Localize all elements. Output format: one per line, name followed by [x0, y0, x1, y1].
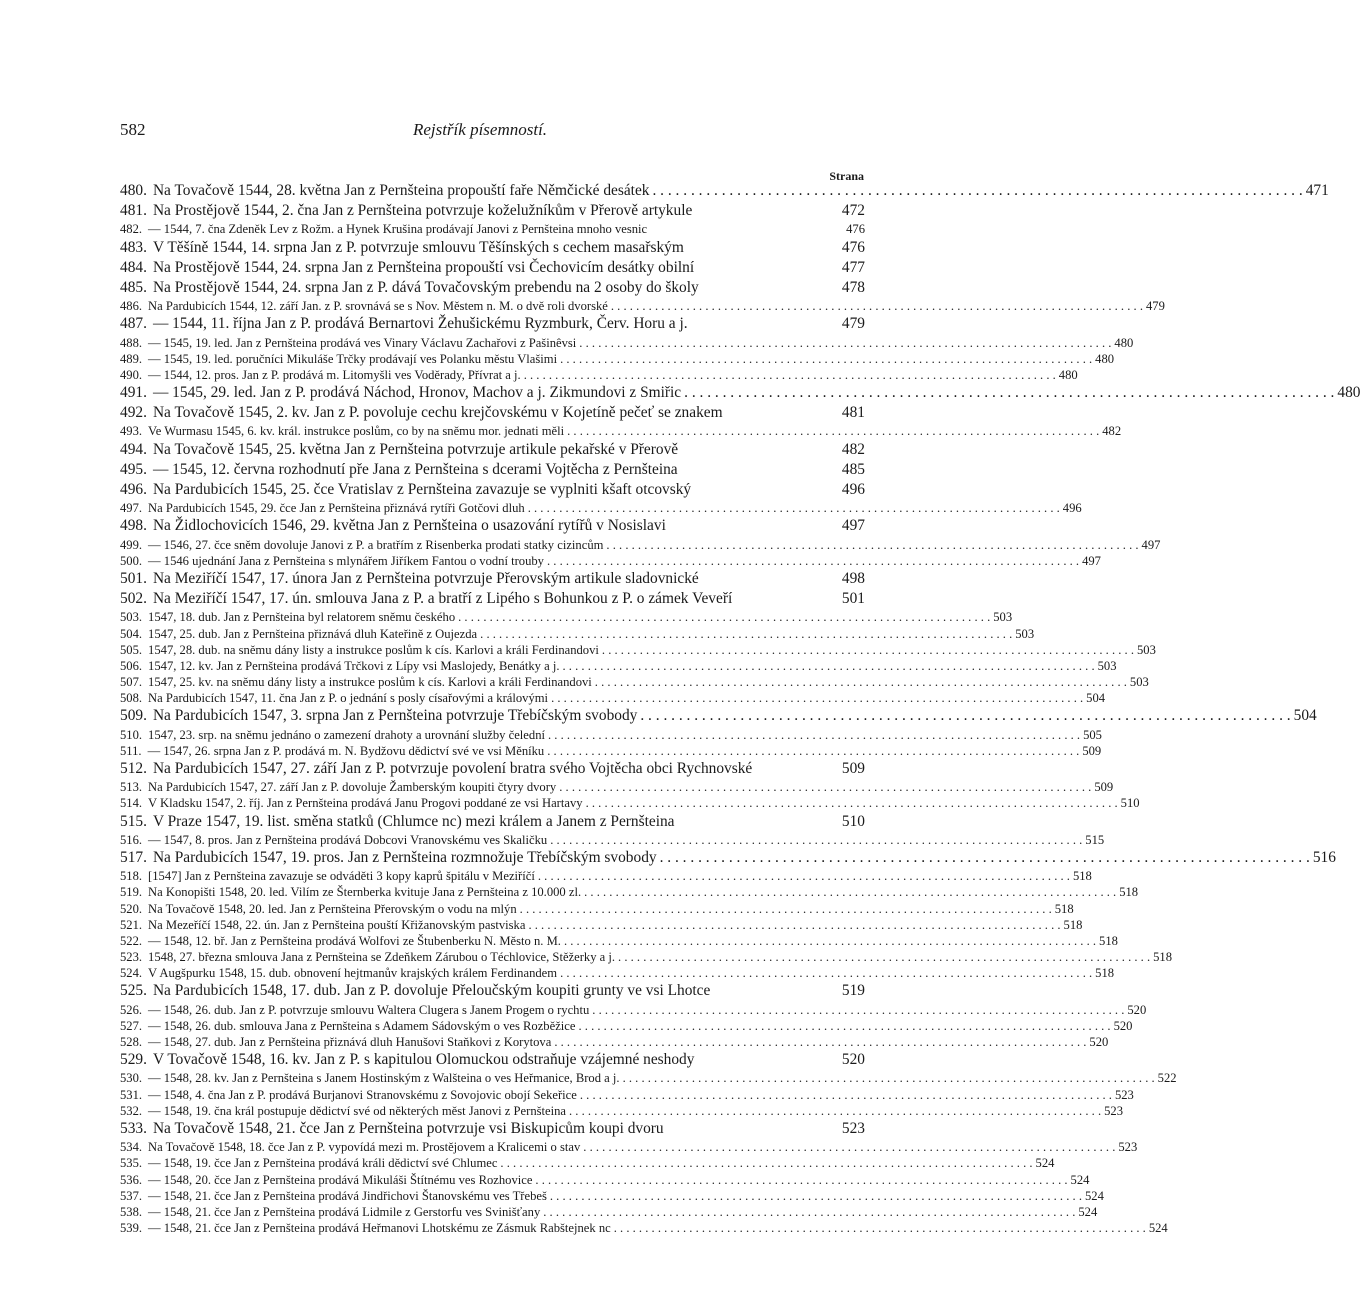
register-entry: [120, 222, 865, 238]
entry-page-number: 476: [846, 222, 865, 237]
entry-page-number: 523: [1118, 1140, 1138, 1155]
entry-description: Na Pardubicích 1547, 11. čna Jan z P. o jednání s posly císařovými a královými: [148, 691, 549, 706]
entry-number: 537.: [120, 1188, 143, 1203]
register-entry: [120, 743, 1102, 760]
entry-leader-dots: [606, 538, 1138, 553]
entry-number: 490.: [120, 367, 143, 382]
entry-leader-dots: [579, 336, 1111, 351]
register-entry: [120, 610, 1013, 626]
register-entry: [120, 367, 1078, 384]
entry-page-number: 524: [1035, 1156, 1055, 1171]
entry-description: Na Pardubicích 1547, 19. pros. Jan z Pernšteina rozmnožuje Třebíčským svobody: [152, 848, 657, 866]
entry-page-number: 479: [841, 315, 865, 333]
entry-number: 484.: [120, 258, 147, 276]
entry-leader-dots: [586, 796, 1118, 811]
entry-number: 491.: [120, 384, 147, 402]
entry-description: 1547, 23. srp. na sněmu jednáno o zamezení drahoty a urovnání služby čelední: [148, 727, 545, 742]
entry-leader-dots: [560, 966, 1092, 981]
entry-number: 483.: [120, 238, 147, 256]
entry-number: 494.: [120, 440, 147, 458]
entry-page-number: 497: [1082, 553, 1101, 568]
entry-description: Na Tovačově 1548, 21. čce Jan z Pernšteina potvrzuje vsi Biskupicům koupi dvoru: [152, 1119, 664, 1137]
entry-number: 480.: [120, 182, 147, 199]
entry-description: V Praze 1547, 19. list. směna statků (Chlumce nc) mezi králem a Janem z Pernšteina: [152, 812, 675, 830]
entry-number: 523.: [120, 950, 143, 965]
entry-number: 539.: [120, 1221, 143, 1236]
entry-leader-dots: [563, 659, 1095, 674]
register-entry: [120, 901, 1074, 918]
entry-number: 521.: [120, 917, 143, 932]
entry-page-number: 480: [1337, 384, 1360, 402]
entry-description: V Tovačově 1548, 16. kv. Jan z P. s kapitulou Olomuckou odstraňuje vzájemné neshody: [152, 1051, 695, 1069]
entry-leader-dots: [580, 1088, 1112, 1103]
register-entry: [120, 848, 1336, 869]
entry-page-number: 482: [1102, 424, 1122, 439]
entry-number: 532.: [120, 1103, 143, 1118]
entry-description: Na Tovačově 1545, 25. května Jan z Pernšteina potvrzuje artikule pekařské v Přerově: [152, 440, 679, 458]
entry-leader-dots: [611, 299, 1143, 314]
entry-number: 497.: [120, 501, 143, 516]
register-entry: [120, 202, 865, 222]
entry-leader-dots: [524, 368, 1056, 383]
entry-page-number: 523: [1114, 1087, 1134, 1102]
entry-leader-dots: [547, 554, 1079, 569]
entry-page-number: 523: [1104, 1103, 1123, 1118]
entry-number: 487.: [120, 315, 147, 333]
entry-leader-dots: [614, 1221, 1146, 1236]
entry-page-number: 518: [1153, 950, 1173, 965]
register-entry: [120, 501, 1082, 517]
entry-number: 538.: [120, 1204, 143, 1219]
entry-description: 1548, 27. března smlouva Jana z Pernšteina se Zdeňkem Zárubou o Téchlovice, Stěžerky a j.: [148, 950, 616, 965]
register-entry: [120, 869, 1092, 885]
entry-number: 489.: [120, 351, 143, 366]
register-entry: [120, 1087, 1134, 1104]
entry-leader-dots: [584, 885, 1116, 900]
entry-number: 527.: [120, 1018, 143, 1033]
register-entry: [120, 517, 865, 537]
entry-description: — 1548, 26. dub. Jan z P. potvrzuje smlouvu Waltera Clugera s Janem Progem o rychtu: [148, 1002, 590, 1017]
entry-number: 536.: [120, 1172, 143, 1187]
entry-description: — 1547, 8. pros. Jan z Pernšteina prodává Dobcovi Vranovskému ves Skaličku: [148, 832, 548, 847]
entry-description: Na Pardubicích 1545, 25. čce Vratislav z Pernšteina zavazuje se vyplniti kšaft otcovský: [152, 481, 692, 498]
entry-page-number: 524: [1078, 1204, 1098, 1219]
entry-leader-dots: [554, 1035, 1086, 1050]
register-entry: [120, 1018, 1133, 1035]
register-entry: [120, 441, 865, 461]
entry-leader-dots: [550, 1189, 1082, 1204]
entry-page-number: 522: [1157, 1071, 1177, 1086]
entry-number: 534.: [120, 1140, 143, 1155]
register-entry: [120, 626, 1035, 643]
entry-page-number: 519: [841, 982, 865, 1000]
register-entry: [120, 642, 1156, 659]
entry-leader-dots: [528, 918, 1060, 933]
entry-page-number: 510: [841, 812, 865, 830]
entry-description: Na Pardubicích 1547, 27. září Jan z P. potvrzuje povolení bratra svého Vojtěcha obci Rychnovské: [152, 760, 753, 777]
register-entry: [120, 404, 865, 424]
register-entry: [120, 279, 865, 299]
entry-leader-dots: [595, 675, 1127, 690]
entry-page-number: 496: [1062, 501, 1082, 516]
entry-description: [1547] Jan z Pernšteina zavazuje se odváděti 3 kopy kaprů špitálu v Meziříčí: [148, 869, 535, 884]
entry-description: — 1544, 12. pros. Jan z P. prodává m. Litomyšli ves Voděrady, Přívrat a j.: [148, 367, 521, 382]
register-entry: [120, 966, 1115, 982]
entry-number: 535.: [120, 1156, 143, 1171]
entry-number: 508.: [120, 691, 143, 706]
register-entry: [120, 1156, 1055, 1172]
entry-description: Na Tovačově 1548, 18. čce Jan z P. vypovídá mezi m. Prostějovem a Kralicemi o stav: [148, 1140, 581, 1155]
entry-description: 1547, 25. kv. na sněmu dány listy a instrukce poslům k cís. Karlovi a králi Ferdinandovi: [148, 675, 592, 690]
entry-number: 496.: [120, 481, 147, 498]
register-entry: [120, 1120, 865, 1140]
entry-page-number: 524: [1084, 1188, 1104, 1203]
entry-leader-dots: [543, 1205, 1075, 1220]
entry-page-number: 520: [841, 1051, 865, 1069]
entry-page-number: 501: [841, 590, 865, 608]
entry-number: 499.: [120, 537, 143, 552]
entry-description: Na Pardubicích 1545, 29. čce Jan z Pernšteina přiznává rytíři Gotčovi dluh: [148, 501, 525, 516]
register-entry: [120, 299, 1165, 315]
register-entry: [120, 335, 1134, 352]
entry-description: Ve Wurmasu 1545, 6. kv. král. instrukce poslům, co by na sněmu mor. jednati měli: [148, 424, 565, 439]
entry-description: Na Tovačově 1544, 28. května Jan z Pernšteina propouští faře Němčické desátek: [152, 182, 650, 199]
entry-description: Na Pardubicích 1544, 12. září Jan. z P. srovnává se s Nov. Městem n. M. o dvě roli dvorské: [148, 299, 608, 314]
entry-description: — 1545, 12. června rozhodnutí pře Jana z Pernšteina s dcerami Vojtěcha z Pernšteina: [152, 460, 678, 478]
entry-page-number: 510: [1120, 796, 1140, 811]
entry-page-number: 476: [841, 238, 865, 256]
entry-leader-dots: [578, 1019, 1110, 1034]
entry-number: 493.: [120, 424, 143, 439]
register-entry: [120, 1103, 1123, 1120]
page-number: 582: [120, 120, 146, 139]
entry-page-number: 524: [1148, 1221, 1168, 1236]
entry-page-number: 480: [1114, 335, 1134, 350]
entry-page-number: 481: [841, 404, 865, 422]
entry-leader-dots: [559, 780, 1091, 795]
entry-number: 506.: [120, 658, 143, 673]
entry-description: — 1544, 11. října Jan z P. prodává Bernartovi Žehušickému Ryzmburk, Červ. Horu a j.: [152, 315, 688, 333]
entry-description: — 1546, 27. čce sněm dovoluje Janovi z P. a bratřím z Risenberka prodati statky cizincům: [148, 537, 604, 552]
entry-description: Na Židlochovicích 1546, 29. května Jan z Pernšteina o usazování rytířů v Nosislavi: [152, 517, 666, 535]
entry-page-number: 523: [841, 1119, 865, 1137]
entry-description: — 1548, 21. čce Jan z Pernšteina prodává Heřmanovi Lhotskému ze Zásmuk Rabštejnek nc: [148, 1221, 611, 1236]
entry-page-number: 498: [841, 569, 865, 587]
register-entry: [120, 239, 865, 259]
entry-leader-dots: [583, 1140, 1115, 1155]
register-entry: [120, 537, 1161, 554]
entry-leader-dots: [652, 182, 1302, 200]
entry-description: 1547, 12. kv. Jan z Pernšteina prodává Trčkovi z Lípy vsi Maslojedy, Benátky a j.: [148, 658, 560, 673]
entry-description: — 1545, 19. led. poručníci Mikuláše Trčky prodávají ves Polanku městu Vlašimi: [148, 351, 558, 366]
register-entry: [120, 796, 1140, 812]
entry-number: 515.: [120, 812, 147, 830]
entry-page-number: 518: [1095, 966, 1115, 981]
entry-description: Na Meziříčí 1547, 17. února Jan z Pernšteina potvrzuje Přerovským artikule sladovnické: [152, 569, 699, 587]
register-entry: [120, 1188, 1104, 1205]
entry-page-number: 518: [1054, 901, 1074, 916]
entry-description: V Těšíně 1544, 14. srpna Jan z P. potvrzuje smlouvu Těšínských s cechem masařským: [152, 238, 684, 256]
entry-leader-dots: [640, 707, 1290, 725]
entry-page-number: 497: [841, 517, 865, 535]
entry-number: 502.: [120, 590, 147, 608]
entry-page-number: 509: [1082, 743, 1102, 758]
entry-page-number: 479: [1145, 299, 1165, 314]
entry-number: 533.: [120, 1119, 147, 1137]
entry-number: 485.: [120, 278, 147, 296]
entry-number: 529.: [120, 1051, 147, 1069]
entry-page-number: 520: [1113, 1018, 1133, 1033]
entry-number: 528.: [120, 1035, 143, 1049]
entry-leader-dots: [569, 1104, 1101, 1119]
entry-description: 1547, 28. dub. na sněmu dány listy a instrukce poslům k cís. Karlovi a králi Ferdinandovi: [148, 642, 599, 657]
entry-number: 481.: [120, 202, 147, 220]
entry-page-number: 505: [1083, 727, 1102, 742]
register-entry: [120, 1002, 1147, 1019]
entry-number: 509.: [120, 707, 147, 725]
register-entry: [120, 1051, 865, 1071]
entry-number: 488.: [120, 335, 143, 350]
entry-page-number: 524: [1070, 1172, 1090, 1187]
entry-page-number: 496: [841, 481, 865, 498]
entry-leader-dots: [551, 691, 1083, 706]
entry-leader-dots: [660, 849, 1310, 867]
entry-page-number: 509: [1094, 780, 1114, 795]
entry-description: Na Mezeříčí 1548, 22. ún. Jan z Pernšteina pouští Křižanovským pastviska: [148, 917, 526, 932]
register-entries: [120, 182, 1360, 1237]
register-entry: [120, 832, 1105, 849]
entry-page-number: 509: [841, 760, 865, 777]
entry-leader-dots: [567, 424, 1099, 439]
register-entry: [120, 885, 1139, 901]
register-entry: [120, 658, 1117, 675]
entry-number: 530.: [120, 1071, 143, 1086]
register-entry: [120, 570, 865, 590]
register-entry: [120, 727, 1102, 744]
entry-description: — 1548, 19. čna král postupuje dědictví své od některých měst Janovi z Pernšteina: [148, 1103, 566, 1118]
entry-page-number: 516: [1312, 848, 1336, 866]
entry-page-number: 482: [841, 440, 865, 458]
entry-leader-dots: [684, 384, 1334, 402]
entry-page-number: 503: [1015, 626, 1035, 641]
entry-number: 522.: [120, 933, 143, 948]
entry-leader-dots: [623, 1071, 1155, 1086]
entry-leader-dots: [528, 501, 1060, 516]
entry-page-number: 485: [841, 460, 865, 478]
entry-page-number: 504: [1293, 707, 1317, 725]
entry-leader-dots: [547, 744, 1079, 759]
entry-number: 518.: [120, 869, 143, 884]
register-entry: [120, 384, 1360, 404]
entry-description: Na Tovačově 1545, 2. kv. Jan z P. povoluje cechu krejčovskému v Kojetíně pečeť se znakem: [152, 404, 723, 422]
register-entry: [120, 1221, 1168, 1237]
register-entry: [120, 461, 865, 481]
entry-number: 505.: [120, 642, 143, 657]
entry-number: 501.: [120, 569, 147, 587]
entry-description: 1547, 18. dub. Jan z Pernšteina byl relatorem sněmu českého: [148, 610, 456, 625]
entry-page-number: 504: [1086, 691, 1106, 706]
entry-page-number: 518: [1119, 885, 1139, 900]
register-entry: [120, 780, 1114, 796]
register-entry: [120, 1204, 1098, 1221]
entry-description: — 1545, 29. led. Jan z P. prodává Náchod, Hronov, Machov a j. Zikmundovi z Smiřic: [152, 384, 682, 402]
entry-description: Na Prostějově 1544, 24. srpna Jan z Pernšteina propouští vsi Čechovicím desátky obilní: [152, 258, 695, 276]
register-entry: [120, 707, 1317, 727]
entry-description: — 1548, 27. dub. Jan z Pernšteina přiznává dluh Hanušovi Staňkovi z Korytova: [148, 1035, 552, 1049]
entry-page-number: 518: [1072, 869, 1092, 884]
entry-leader-dots: [592, 1003, 1124, 1018]
entry-description: Na Pardubicích 1548, 17. dub. Jan z P. dovoluje Přeloučským koupiti grunty ve vsi Lhotce: [152, 982, 711, 1000]
entry-description: — 1547, 26. srpna Jan z P. prodává m. N. Bydžovu dědictví své ve vsi Měníku: [147, 743, 545, 758]
entry-number: 525.: [120, 982, 147, 1000]
entry-page-number: 503: [1137, 642, 1156, 657]
entry-page-number: 480: [1095, 351, 1115, 366]
entry-description: — 1548, 20. čce Jan z Pernšteina prodává Mikuláši Štítnému ves Rozhovice: [148, 1172, 533, 1187]
register-entry: [120, 691, 1106, 707]
entry-number: 500.: [120, 553, 143, 568]
entry-number: 512.: [120, 760, 147, 777]
entry-page-number: 518: [1063, 917, 1083, 932]
register-entry: [120, 760, 865, 780]
entry-number: 531.: [120, 1087, 143, 1102]
register-entry: [120, 1172, 1090, 1189]
register-entry: [120, 982, 865, 1002]
entry-number: 495.: [120, 460, 147, 478]
entry-number: 520.: [120, 901, 143, 916]
entry-page-number: 503: [993, 610, 1013, 625]
entry-description: Na Prostějově 1544, 2. čna Jan z Pernšteina potvrzuje koželužníkům v Přerově artykule: [152, 202, 693, 220]
entry-number: 504.: [120, 626, 143, 641]
entry-page-number: 497: [1141, 537, 1161, 552]
entry-number: 519.: [120, 885, 143, 900]
register-entry: [120, 933, 1118, 950]
entry-number: 503.: [120, 610, 143, 625]
entry-description: — 1545, 19. led. Jan z Pernšteina prodává ves Vinary Václavu Zachařovi z Pašinêvsi: [148, 335, 577, 350]
entry-description: — 1548, 21. čce Jan z Pernšteina prodává Jindřichovi Štanovskému ves Třebeš: [148, 1188, 547, 1203]
entry-number: 524.: [120, 966, 143, 981]
register-entry: [120, 259, 865, 279]
entry-description: Na Pardubicích 1547, 27. září Jan z P. dovoluje Žamberským koupiti čtyry dvory: [148, 780, 557, 795]
running-title: Rejstřík písemností.: [412, 120, 548, 139]
entry-page-number: 515: [1085, 832, 1105, 847]
entry-description: — 1548, 26. dub. smlouva Jana z Pernšteina s Adamem Sádovským o ves Rozběžice: [148, 1018, 576, 1033]
register-entry: [120, 481, 865, 501]
entry-page-number: 478: [841, 278, 865, 296]
entry-description: V Augšpurku 1548, 15. dub. obnovení hejtmanův krajských králem Ferdinandem: [148, 966, 558, 981]
entry-number: 507.: [120, 675, 143, 690]
entry-description: — 1548, 28. kv. Jan z Pernšteina s Janem Hostinským z Walšteina o ves Heřmanice, Brod a j.: [148, 1071, 620, 1086]
register-entry: [120, 813, 865, 833]
entry-leader-dots: [548, 728, 1080, 743]
entry-number: 516.: [120, 832, 143, 847]
entry-page-number: 520: [1127, 1002, 1147, 1017]
entry-page-number: 520: [1089, 1035, 1109, 1049]
entry-description: Na Pardubicích 1547, 3. srpna Jan z Pernšteina potvrzuje Třebíčským svobody: [152, 707, 638, 725]
register-entry: [120, 590, 865, 610]
register-entry: [120, 553, 1101, 570]
entry-leader-dots: [520, 902, 1052, 917]
entry-leader-dots: [564, 934, 1096, 949]
entry-page-number: 518: [1099, 933, 1118, 948]
entry-number: 513.: [120, 780, 143, 795]
register-entry: [120, 351, 1115, 368]
entry-description: — 1546 ujednání Jana z Pernšteina s mlynářem Jiříkem Fantou o vodní trouby: [148, 553, 544, 568]
entry-description: — 1548, 4. čna Jan z P. prodává Burjanovi Stranovskému z Sovojovic obojí Sekeřice: [148, 1087, 577, 1102]
entry-description: 1547, 25. dub. Jan z Pernšteina přiznává dluh Kateřině z Oujezda: [148, 626, 478, 641]
entry-number: 498.: [120, 517, 147, 535]
entry-description: — 1548, 19. čce Jan z Pernšteina prodává králi dědictví své Chlumec: [148, 1156, 498, 1171]
entry-description: V Kladsku 1547, 2. říj. Jan z Pernšteina prodává Janu Progovi poddané ze vsi Hartavy: [148, 796, 583, 811]
entry-description: — 1548, 21. čce Jan z Pernšteina prodává Lidmile z Gerstorfu ves Svinišťany: [148, 1204, 541, 1219]
entry-number: 514.: [120, 796, 143, 811]
entry-leader-dots: [560, 352, 1092, 367]
entry-leader-dots: [550, 833, 1082, 848]
entry-leader-dots: [535, 1173, 1067, 1188]
register-entry: [120, 675, 1149, 691]
entry-page-number: 503: [1129, 675, 1149, 690]
entry-description: Na Konopišti 1548, 20. led. Vilím ze Šternberka kvituje Jana z Pernšteina z 10.000 zl.: [148, 885, 582, 900]
entry-number: 517.: [120, 848, 147, 866]
entry-number: 492.: [120, 404, 147, 422]
register-entry: [120, 1035, 1109, 1051]
entry-leader-dots: [538, 869, 1070, 884]
entry-page-number: 471: [1305, 182, 1329, 199]
entry-leader-dots: [458, 610, 990, 625]
entry-number: 526.: [120, 1002, 143, 1017]
entry-leader-dots: [602, 643, 1134, 658]
entry-number: 486.: [120, 299, 143, 314]
entry-page-number: 480: [1058, 367, 1078, 382]
entry-page-number: 472: [841, 202, 865, 220]
register-entry: [120, 950, 1173, 966]
entry-description: Na Prostějově 1544, 24. srpna Jan z P. dává Tovačovským prebendu na 2 osoby do školy: [152, 278, 699, 296]
entry-description: — 1548, 12. bř. Jan z Pernšteina prodává Wolfovi ze Štubenberku N. Město n. M.: [148, 933, 561, 948]
entry-description: — 1544, 7. čna Zdeněk Lev z Rožm. a Hynek Krušina prodávají Janovi z Pernšteina mnoho vesnic: [148, 222, 648, 237]
register-entry: [120, 424, 1122, 440]
entry-page-number: 503: [1097, 658, 1117, 673]
entry-number: 482.: [120, 222, 143, 237]
register-entry: [120, 315, 865, 335]
entry-description: Na Tovačově 1548, 20. led. Jan z Pernšteina Přerovským o vodu na mlýn: [148, 901, 517, 916]
entry-leader-dots: [618, 950, 1150, 965]
register-entry: [120, 917, 1083, 934]
page-column-label: Strana: [829, 169, 864, 183]
register-entry: [120, 182, 1329, 202]
entry-description: Na Meziříčí 1547, 17. ún. smlouva Jana z P. a bratří z Lipého s Bohunkou z P. o zámek Veveří: [152, 590, 733, 608]
entry-page-number: 477: [841, 258, 865, 276]
register-entry: [120, 1140, 1138, 1156]
entry-leader-dots: [500, 1156, 1032, 1171]
entry-number: 511.: [120, 743, 142, 758]
register-entry: [120, 1071, 1177, 1087]
entry-number: 510.: [120, 727, 143, 742]
entry-leader-dots: [480, 627, 1012, 642]
